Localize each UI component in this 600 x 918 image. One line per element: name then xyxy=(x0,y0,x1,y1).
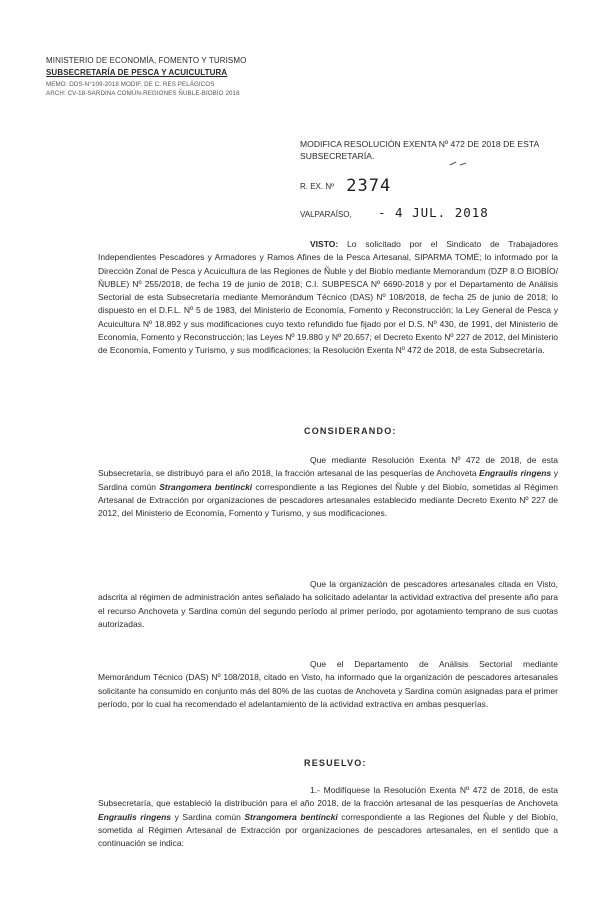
memo-reference: MEMO: DDS-N°109-2018 MODIF. DE C. RES PELÁGICOS xyxy=(46,81,215,88)
resuelvo-p1-text-c: correspondiente a las Regiones del Ñuble y del Biobío, sometida al Régimen Artesanal de Extracción por organizaciones de pescadores artesanales, en el sentido que a continuación se indica: xyxy=(98,811,558,849)
visto-label: VISTO: xyxy=(310,239,339,249)
resuelvo-p1-text-a: 1.- Modifíquese la Resolución Exenta Nº 472 de 2018, de esta Subsecretaría, que estableció la distribución para el año 2018, de la fracción artesanal de las pesquerías de Anchoveta xyxy=(98,785,558,809)
archive-reference: ARCH: CV-18-SARDINA COMÚN-REGIONES ÑUBLE-BIOBÍO 2018 xyxy=(46,90,240,97)
species-anchoveta: Engraulis ringens xyxy=(479,468,552,479)
resuelvo-species-sardina: Strangomera bentincki xyxy=(244,811,338,822)
considerando-paragraph-1 xyxy=(98,454,558,520)
resuelvo-paragraph-1 xyxy=(98,784,558,850)
considerando-p1-text-b: y Sardina común xyxy=(98,468,558,492)
date-stamp: - 4 JUL. 2018 xyxy=(377,205,489,220)
resolution-number-label: R. EX. Nº xyxy=(300,181,335,191)
resolution-title: MODIFICA RESOLUCIÓN EXENTA Nº 472 DE 2018 DE ESTA SUBSECRETARÍA. xyxy=(300,139,539,161)
species-sardina: Strangomera bentincki xyxy=(159,481,253,492)
considerando-paragraph-2: Que la organización de pescadores artesanales citada en Visto, adscrita al régimen de administración antes señalado ha solicitado adelantar la actividad extractiva del presente año para el recurso Anchoveta y Sardina común del segundo período al primer período, por agotamiento temprano de sus cuotas autorizadas. xyxy=(98,579,558,629)
resolution-number: 2374 xyxy=(346,176,392,196)
considerando-p1-text-a: Que mediante Resolución Exenta Nº 472 de 2018, de esta Subsecretaría, se distribuyó para el año 2018, la fracción artesanal de las pesquerías de Anchoveta xyxy=(98,455,558,479)
visto-paragraph xyxy=(98,238,558,358)
subsecretaria-name: SUBSECRETARÍA DE PESCA Y ACUICULTURA xyxy=(46,68,228,77)
resuelvo-p1-text-b: y Sardina común xyxy=(174,811,241,822)
place-label: VALPARAÍSO, xyxy=(300,210,352,219)
ministry-name: MINISTERIO DE ECONOMÍA, FOMENTO Y TURISMO xyxy=(46,56,247,65)
considerando-paragraph-3: Que el Departamento de Análisis Sectorial mediante Memorándum Técnico (DAS) Nº 108/2018, citado en Visto, ha informado que la organización de pescadores artesanales solicitante ha consumido en conjunto más del 80% de las cuotas de Anchoveta y Sardina común asignadas para el primer período, por lo cual ha recomendado el adelantamiento de la actividad extractiva en ambas pesquerías. xyxy=(98,659,558,709)
resuelvo-species-anchoveta: Engraulis ringens xyxy=(98,811,172,822)
considerando-p1-text-c: correspondiente a las Regiones del Ñuble y del Biobío, sometidas al Régimen Artesanal de Extracción por organizaciones de pescadores artesanales establecido mediante Decreto Exento Nº 227 de 2012, del Ministerio de Economía, Fomento y Turismo, y sus modificaciones. xyxy=(98,481,558,519)
resuelvo-heading: RESUELVO: xyxy=(304,758,367,768)
visto-text: Lo solicitado por el Sindicato de Trabajadores Independientes Pescadores y Armadores y Ramos Afines de la Pesca Artesanal, SIPARMA TOMÉ; lo informado por la Dirección Zonal de Pesca y Acuicultura de las Regiones de Ñuble y del Biobío mediante Memorandum (DZP 8.O BIOBÍO/ÑUBLE) Nº 255/2018, de fecha 19 de junio de 2018; C.I. SUBPESCA Nº 6690-2018 y por el Departamento de Análisis Sectorial de esta Subsecretaría mediante Memorándum Técnico (DAS) Nº 108/2018, de fecha 25 de junio de 2018; lo dispuesto en el D.F.L. Nº 5 de 1983, del Ministerio de Economía, Fomento y Reconstrucción; la Ley General de Pesca y Acuicultura Nº 18.892 y sus modificaciones cuyo texto refundido fue fijado por el D.S. Nº 430, de 1991, del Ministerio de Economía, Fomento y Reconstrucción; las Leyes Nº 19.880 y Nº 20.657; el Decreto Exento Nº 227 de 2012, del Ministerio de Economía, Fomento y Turismo, y sus modificaciones; la Resolución Exenta Nº 472 de 2018, de esta Subsecretaría. xyxy=(98,239,558,356)
resolution-number-line xyxy=(300,176,391,196)
handwritten-mark xyxy=(448,161,474,167)
considerando-heading: CONSIDERANDO: xyxy=(304,426,397,436)
place-date-line xyxy=(300,205,489,220)
